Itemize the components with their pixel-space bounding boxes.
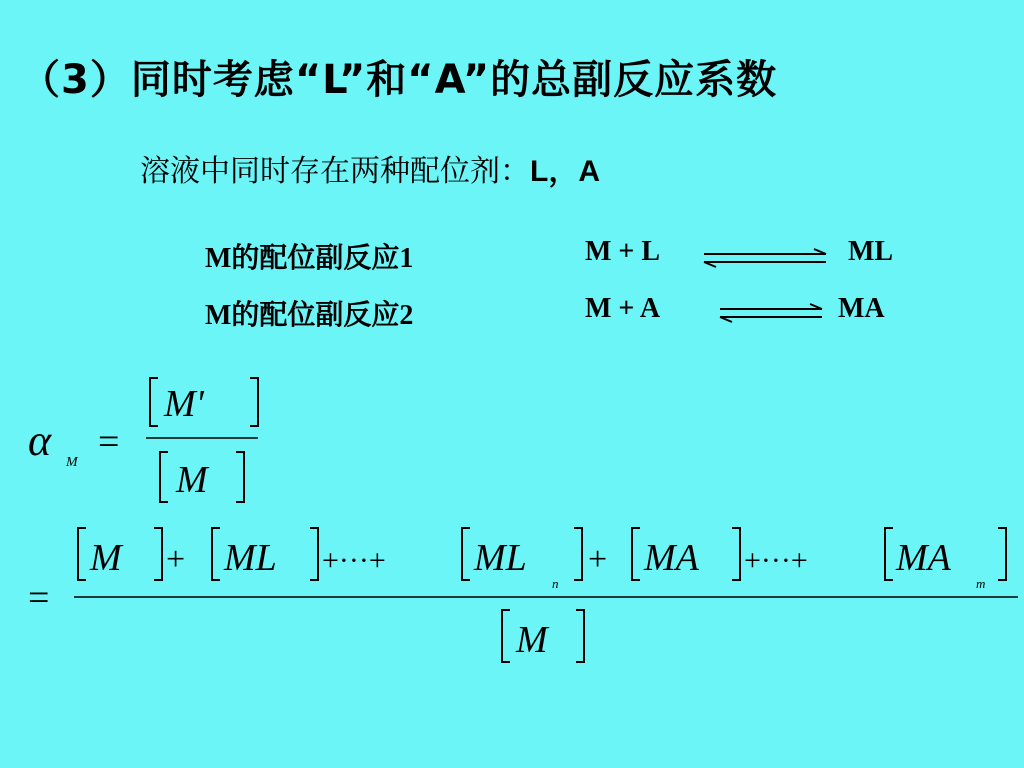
right-bracket bbox=[310, 528, 318, 580]
term-ml: ML bbox=[224, 537, 277, 579]
slide-title: （3）同时考虑“L”和“A”的总副反应系数 bbox=[20, 57, 778, 103]
right-bracket bbox=[250, 378, 258, 426]
denominator-m: M bbox=[516, 619, 548, 661]
reaction-1-product: ML bbox=[848, 236, 894, 267]
right-bracket bbox=[574, 528, 582, 580]
alpha-symbol: α bbox=[28, 416, 52, 465]
plus-dots-plus: +···+ bbox=[744, 544, 808, 577]
term-m: M bbox=[90, 537, 122, 579]
reaction-1-label: M的配位副反应1 bbox=[205, 243, 414, 274]
intro-text: 溶液中同时存在两种配位剂： bbox=[140, 154, 530, 189]
left-bracket bbox=[885, 528, 893, 580]
reaction-2-product: MA bbox=[838, 293, 885, 324]
numerator-text: M' bbox=[164, 383, 204, 425]
left-bracket bbox=[212, 528, 220, 580]
equals-sign-2: = bbox=[28, 577, 50, 619]
intro-agents: L，A bbox=[530, 155, 600, 188]
formula-alpha-m bbox=[28, 378, 258, 502]
right-bracket bbox=[998, 528, 1006, 580]
subscript-n: n bbox=[552, 576, 559, 591]
term-mam: MA bbox=[896, 537, 951, 579]
left-bracket bbox=[462, 528, 470, 580]
alpha-subscript: M bbox=[66, 455, 78, 470]
denominator-text: M bbox=[176, 459, 208, 501]
left-bracket bbox=[160, 452, 168, 502]
right-bracket bbox=[732, 528, 740, 580]
plus-sign: + bbox=[588, 541, 608, 578]
left-bracket bbox=[150, 378, 158, 426]
equals-sign-1: = bbox=[98, 421, 120, 463]
right-bracket bbox=[576, 610, 584, 662]
left-bracket bbox=[632, 528, 640, 580]
formula-total-expansion bbox=[28, 528, 1018, 662]
reaction-2-reactants: M + A bbox=[585, 293, 661, 324]
reaction-1-reactants: M + L bbox=[585, 236, 661, 267]
plus-dots-plus: +···+ bbox=[322, 544, 386, 577]
left-bracket bbox=[78, 528, 86, 580]
left-bracket bbox=[502, 610, 510, 662]
right-bracket bbox=[236, 452, 244, 502]
subscript-m: m bbox=[976, 576, 986, 591]
plus-sign: + bbox=[166, 541, 186, 578]
term-mln: ML bbox=[474, 537, 527, 579]
reaction-2-label: M的配位副反应2 bbox=[205, 300, 414, 331]
right-bracket bbox=[154, 528, 162, 580]
term-ma: MA bbox=[644, 537, 699, 579]
